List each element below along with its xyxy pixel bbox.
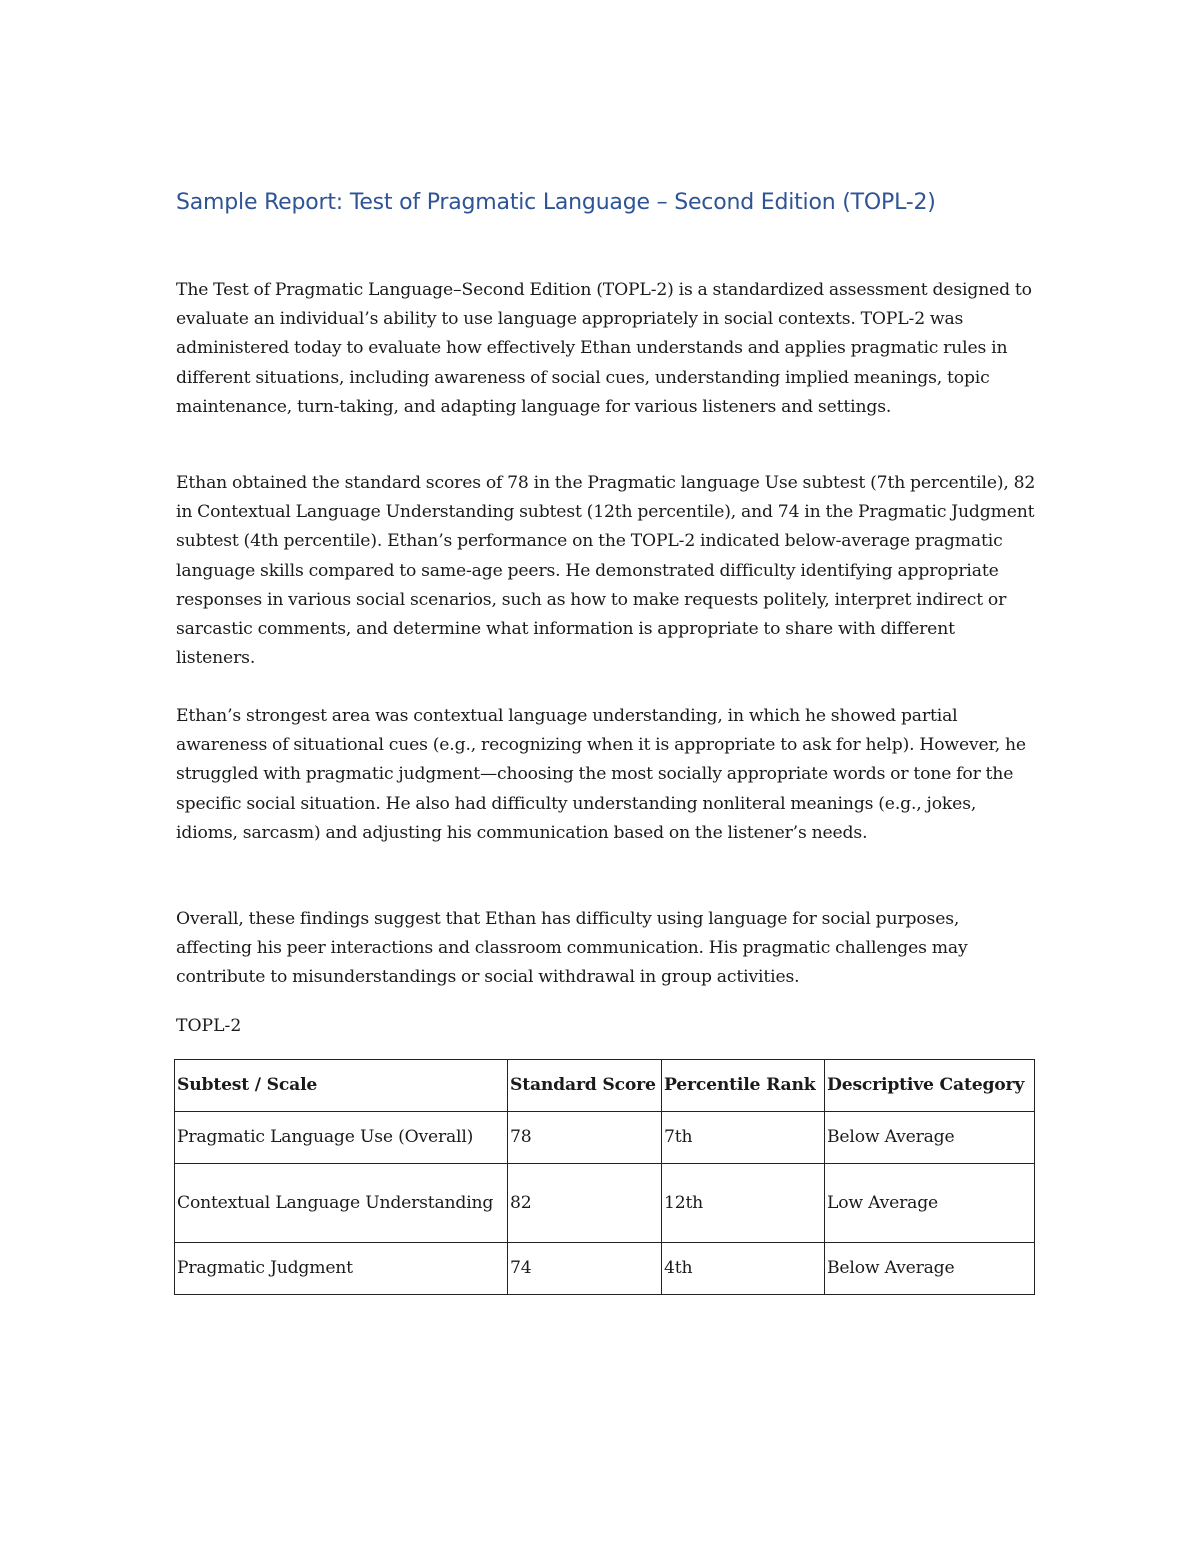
table-header-row (175, 1060, 1035, 1112)
paragraph-intro: The Test of Pragmatic Language–Second Edition (TOPL-2) is a standardized assessment designed to evaluate an individual’s ability to use language appropriately in social contexts. TOPL-2 was administered today to evaluate how effectively Ethan understands and applies pragmatic rules in different situations, including awareness of social cues, understanding implied meanings, topic maintenance, turn-taking, and adapting language for various listeners and settings. (176, 280, 1032, 417)
paragraph-scores: Ethan obtained the standard scores of 78 in the Pragmatic language Use subtest (7th percentile), 82 in Contextual Language Understanding subtest (12th percentile), and 74 in the Pragmatic Judgment subtest (4th percentile). Ethan’s performance on the TOPL-2 indicated below-average pragmatic language skills compared to same-age peers. He demonstrated difficulty identifying appropriate responses in various social scenarios, such as how to make requests politely, interpret indirect or sarcastic comments, and determine what information is appropriate to share with different listeners. (176, 473, 1036, 669)
cell-subtest: Contextual Language Understanding (175, 1164, 508, 1243)
cell-percentile-rank: 4th (662, 1243, 825, 1295)
scores-table (174, 1059, 1035, 1295)
cell-descriptive-category: Low Average (825, 1164, 1035, 1243)
paragraph-strengths: Ethan’s strongest area was contextual language understanding, in which he showed partial awareness of situational cues (e.g., recognizing when it is appropriate to ask for help). However, he struggled with pragmatic judgment—choosing the most socially appropriate words or tone for the specific social situation. He also had difficulty understanding nonliteral meanings (e.g., jokes, idioms, sarcasm) and adjusting his communication based on the listener’s needs. (176, 706, 1026, 843)
header-percentile-rank: Percentile Rank (662, 1060, 825, 1112)
cell-subtest: Pragmatic Language Use (Overall) (175, 1112, 508, 1164)
cell-descriptive-category: Below Average (825, 1112, 1035, 1164)
cell-percentile-rank: 12th (662, 1164, 825, 1243)
table-row (175, 1164, 1035, 1243)
table-caption: TOPL-2 (176, 1016, 242, 1036)
cell-standard-score: 82 (508, 1164, 662, 1243)
cell-standard-score: 74 (508, 1243, 662, 1295)
table-row (175, 1112, 1035, 1164)
table-row (175, 1243, 1035, 1295)
cell-descriptive-category: Below Average (825, 1243, 1035, 1295)
header-subtest: Subtest / Scale (175, 1060, 508, 1112)
report-title: Sample Report: Test of Pragmatic Language – Second Edition (TOPL-2) (176, 190, 936, 215)
paragraph-summary: Overall, these findings suggest that Ethan has difficulty using language for social purposes, affecting his peer interactions and classroom communication. His pragmatic challenges may contribute to misunderstandings or social withdrawal in group activities. (176, 909, 968, 988)
cell-percentile-rank: 7th (662, 1112, 825, 1164)
cell-subtest: Pragmatic Judgment (175, 1243, 508, 1295)
cell-standard-score: 78 (508, 1112, 662, 1164)
header-descriptive-category: Descriptive Category (825, 1060, 1035, 1112)
header-standard-score: Standard Score (508, 1060, 662, 1112)
